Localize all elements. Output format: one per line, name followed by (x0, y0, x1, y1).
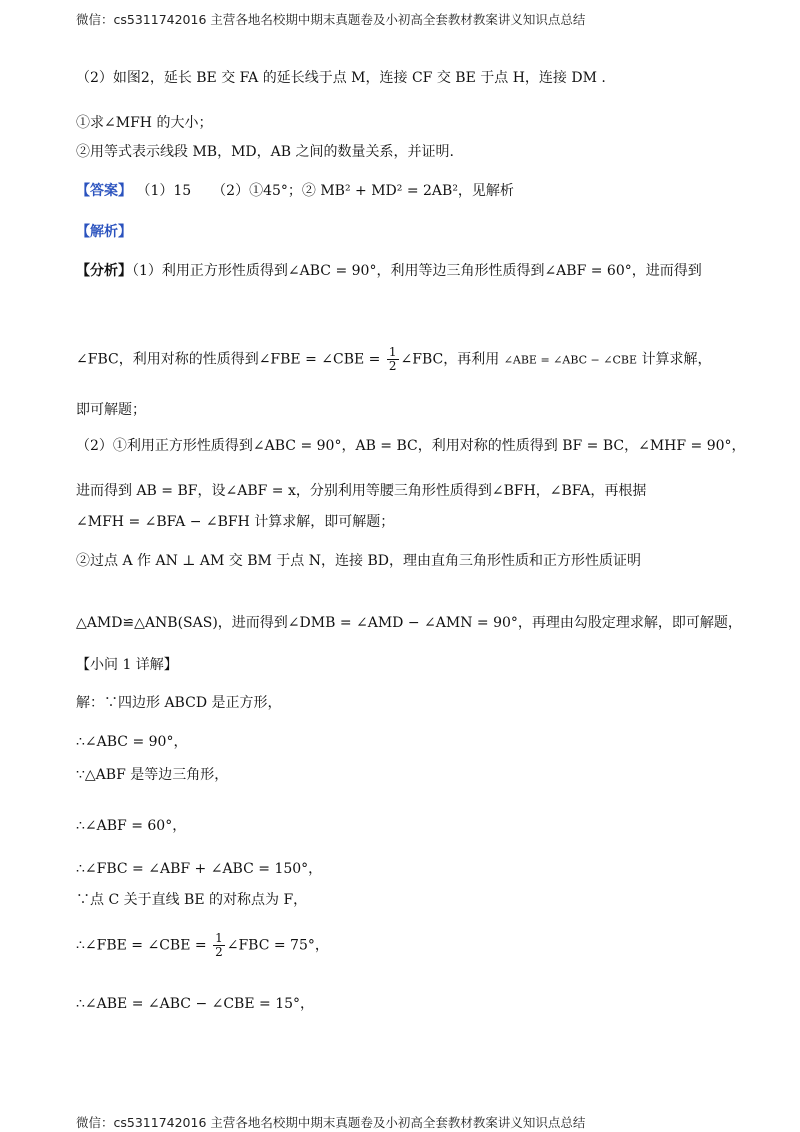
solution-line2: ∴∠ABC = 90°， (76, 734, 188, 750)
analysis-tag: 【解析】 (76, 224, 132, 240)
answer-text: （1）15 （2）①45°；② MB² + MD² = 2AB²，见解析 (136, 183, 514, 199)
question-part2-intro: （2）如图2，延长 BE 交 FA 的延长线于点 M，连接 CF 交 BE 于点 H，连接 DM . (76, 70, 606, 86)
question-part2-item1: ①求∠MFH 的大小； (76, 115, 213, 131)
analysis-part2-line4: ②过点 A 作 AN ⊥ AM 交 BM 于点 N，连接 BD，理由直角三角形性质和正方形性质证明 (76, 553, 641, 569)
analysis-part2-line3: ∠MFH = ∠BFA − ∠BFH 计算求解，即可解题； (76, 514, 395, 530)
solution-line5: ∴∠FBC = ∠ABF + ∠ABC = 150°， (76, 861, 323, 877)
analysis-part2-line2: 进而得到 AB = BF，设∠ABF = x，分别利用等腰三角形性质得到∠BFH，∠BFA，再根据 (76, 483, 647, 499)
solution-line8: ∴∠ABE = ∠ABC − ∠CBE = 15°， (76, 996, 315, 1012)
page-footer-watermark: 微信：cs5311742016 主营各地名校期中期末真题卷及小初高全套教材教案讲义知识点总结 (76, 1115, 586, 1130)
analysis-summary-line3: 即可解题； (76, 402, 146, 418)
fraction-one-half: $\frac{1}{2}$ (215, 931, 223, 959)
solution-line1: 解：∵四边形 ABCD 是正方形， (76, 695, 282, 711)
question-part2-item2: ②用等式表示线段 MB，MD，AB 之间的数量关系，并证明. (76, 144, 454, 160)
answer-line (76, 181, 514, 201)
analysis-summary-line1 (76, 261, 702, 281)
analysis-summary-tag: 【分析】 (76, 263, 132, 279)
subquestion1-heading: 【小问 1 详解】 (76, 657, 178, 673)
analysis-part2-line5: △AMD≌△ANB(SAS)，进而得到∠DMB = ∠AMD − ∠AMN = 90°，再理由勾股定理求解，即可解题， (76, 615, 742, 631)
analysis-summary-text: （1）利用正方形性质得到∠ABC = 90°，利用等边三角形性质得到∠ABF = 60°，进而得到 (132, 263, 702, 279)
solution-line4: ∴∠ABF = 60°， (76, 818, 187, 834)
page-header-watermark: 微信：cs5311742016 主营各地名校期中期末真题卷及小初高全套教材教案讲义知识点总结 (76, 12, 586, 27)
fraction-one-half: $\frac{1}{2}$ (388, 345, 397, 373)
solution-line3: ∵△ABF 是等边三角形， (76, 767, 229, 783)
answer-tag: 【答案】 (76, 183, 132, 199)
solution-line6: ∵点 C 关于直线 BE 的对称点为 F， (76, 892, 308, 908)
analysis-part2-line1: （2）①利用正方形性质得到∠ABC = 90°，AB = BC，利用对称的性质得到 BF = BC，∠MHF = 90°， (76, 438, 746, 454)
solution-line7: ∴∠FBE = ∠CBE = $\frac{1}{2}$ ∠FBC = 75°， (76, 931, 329, 959)
analysis-summary-line2: ∠FBC，利用对称的性质得到∠FBE = ∠CBE = $\frac{1}{2}$ ∠FBC，再利用 ∠ABE = ∠ABC − ∠CBE 计算求解， (76, 345, 712, 373)
